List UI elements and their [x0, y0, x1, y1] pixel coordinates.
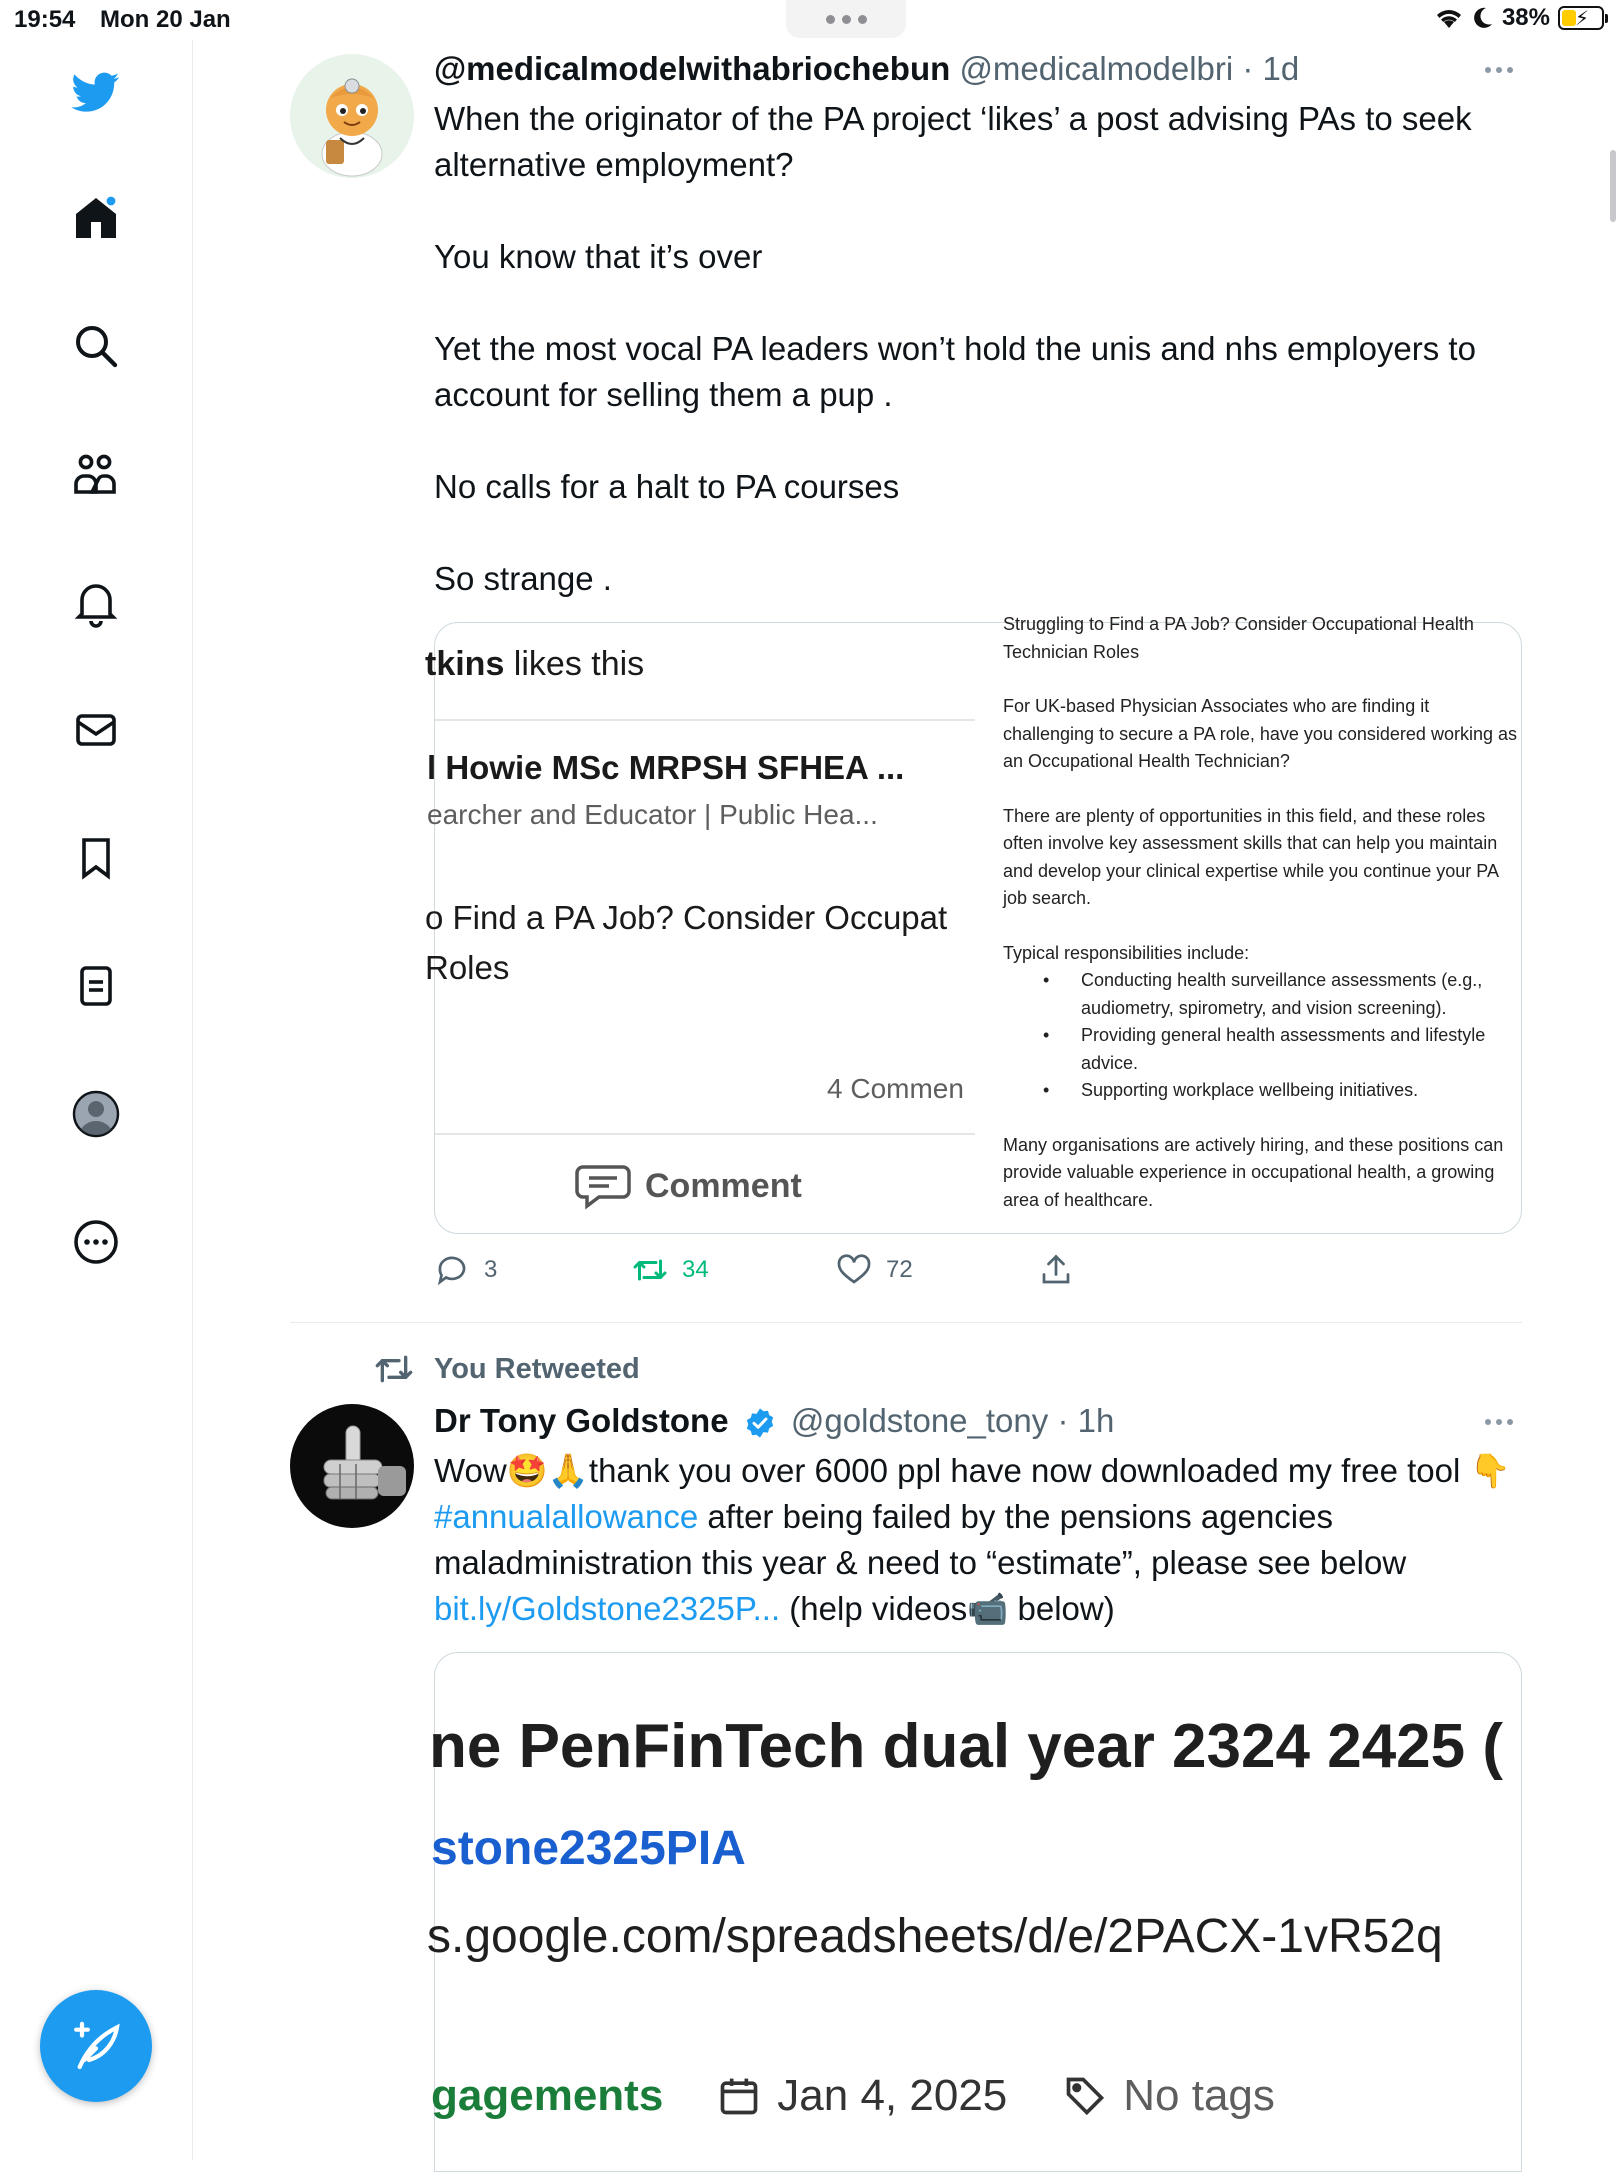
- tweet-time[interactable]: · 1d: [1242, 50, 1300, 87]
- tweet-text-part: Wow🤩🙏thank you over 6000 ppl have now downloaded my free tool 👇: [434, 1452, 1511, 1489]
- tweet1-actions: [434, 1252, 1114, 1292]
- author-handle[interactable]: @goldstone_tony: [790, 1402, 1049, 1439]
- author-name[interactable]: @medicalmodelwithabriochebun: [434, 50, 951, 87]
- heart-icon: [836, 1252, 872, 1288]
- messages-envelope-icon[interactable]: [70, 704, 122, 756]
- multitasking-dots-icon[interactable]: [786, 0, 906, 38]
- tweet-paragraph: You know that it’s over: [434, 238, 763, 275]
- tweet-text-part: (help videos📹 below): [780, 1590, 1115, 1627]
- battery-percent: 38%: [1501, 4, 1550, 31]
- image-url-text: s.google.com/spreadsheets/d/e/2PACX-1vR52q: [427, 1910, 1443, 1963]
- tweet-paragraph: Yet the most vocal PA leaders won’t hold the unis and nhs employers to account for selling them a pup .: [434, 330, 1476, 413]
- tweet1-header: [434, 50, 1299, 88]
- status-bar: [0, 0, 1620, 40]
- lists-icon[interactable]: [70, 960, 122, 1012]
- reply-icon: [434, 1252, 470, 1288]
- comment-bubble-icon: [575, 1163, 631, 1209]
- communities-icon[interactable]: [70, 448, 122, 500]
- tweet1-text: [434, 96, 1534, 602]
- profile-avatar-icon[interactable]: [70, 1088, 122, 1140]
- doc-paragraph: Many organisations are actively hiring, and these positions can provide valuable experience in occupational health, a growing area of healthcare.: [1003, 1134, 1504, 1210]
- linkedin-screenshot: [425, 623, 975, 1235]
- divider: [435, 1133, 975, 1135]
- doc-bullet: • Conducting health surveillance assessments (e.g., audiometry, spirometry, and vision screening).: [1043, 970, 1483, 1018]
- linkedin-author-subtitle: earcher and Educator | Public Hea...: [427, 799, 878, 830]
- more-options-icon[interactable]: [1485, 60, 1525, 80]
- retweet-button[interactable]: 34: [632, 1252, 709, 1288]
- retweet-icon: [632, 1252, 668, 1288]
- more-options-icon[interactable]: [1485, 1412, 1525, 1432]
- retweet-icon: [374, 1352, 414, 1386]
- status-time: 19:54: [14, 6, 76, 33]
- tags-label: No tags: [1063, 2071, 1275, 2121]
- divider: [435, 719, 975, 721]
- linkedin-comments-count: 4 Commen: [827, 1073, 964, 1104]
- bookmark-icon[interactable]: [70, 832, 122, 884]
- tag-icon: [1063, 2074, 1107, 2118]
- author-name[interactable]: Dr Tony Goldstone: [434, 1402, 729, 1439]
- battery-icon: ⚡: [1558, 6, 1604, 30]
- share-icon: [1038, 1252, 1074, 1288]
- doc-bullet: • Providing general health assessments and lifestyle advice.: [1043, 1025, 1486, 1073]
- tweet-paragraph: When the originator of the PA project ‘likes’ a post advising PAs to seek alternative employment?: [434, 100, 1472, 183]
- url-link[interactable]: bit.ly/Goldstone2325P...: [434, 1590, 781, 1627]
- tweet2-text: [434, 1448, 1534, 1632]
- linkedin-post-title: o Find a PA Job? Consider Occupat Roles: [425, 899, 948, 986]
- like-button[interactable]: 72: [836, 1252, 913, 1288]
- sidebar-nav: [0, 40, 193, 2160]
- twitter-logo-icon[interactable]: [70, 66, 122, 118]
- tweet-paragraph: No calls for a halt to PA courses: [434, 468, 900, 505]
- doc-paragraph: Typical responsibilities include:: [1003, 942, 1250, 963]
- document-screenshot: [1003, 614, 1523, 1235]
- status-indicators: [1434, 4, 1604, 32]
- share-button[interactable]: [1038, 1252, 1074, 1288]
- linkedin-comment-button: Comment: [575, 1163, 802, 1209]
- wifi-icon: [1434, 6, 1464, 30]
- notifications-bell-icon[interactable]: [70, 576, 122, 628]
- tweet2-image[interactable]: [427, 1652, 1522, 2172]
- status-date: Mon 20 Jan: [100, 6, 231, 33]
- image-link-text: stone2325PIA: [431, 1822, 746, 1875]
- search-icon[interactable]: [70, 320, 122, 372]
- compose-button[interactable]: [40, 1990, 152, 2102]
- tweet-separator: [290, 1322, 1522, 1323]
- tweet-time[interactable]: · 1h: [1057, 1402, 1115, 1439]
- avatar[interactable]: [290, 54, 414, 178]
- doc-bullet: • Supporting workplace wellbeing initiatives.: [1043, 1080, 1419, 1100]
- doc-paragraph: There are plenty of opportunities in this field, and these roles often involve key assessment skills that can help you maintain and develop your clinical expertise while you continue your PA job search.: [1003, 805, 1498, 908]
- doc-paragraph: Struggling to Find a PA Job? Consider Occupational Health Technician Roles: [1003, 614, 1474, 662]
- engagements-label: gagements: [431, 2071, 664, 2120]
- home-icon[interactable]: [70, 192, 122, 244]
- avatar[interactable]: [290, 1404, 414, 1528]
- scroll-indicator[interactable]: [1610, 150, 1616, 222]
- verified-badge-icon: [744, 1407, 776, 1439]
- more-circle-icon[interactable]: [70, 1216, 122, 1268]
- doc-bullet-list: [1003, 967, 1523, 1105]
- image-title: ne PenFinTech dual year 2324 2425 (: [429, 1712, 1504, 1781]
- liker-line: tkins likes this: [425, 645, 645, 683]
- retweet-context: You Retweeted: [374, 1352, 640, 1386]
- date-label: Jan 4, 2025: [717, 2071, 1007, 2121]
- hashtag-link[interactable]: #annualallowance: [434, 1498, 699, 1535]
- image-footer: [431, 2071, 1275, 2121]
- compose-feather-icon: [68, 2018, 124, 2074]
- tweet-paragraph: So strange .: [434, 560, 612, 597]
- reply-button[interactable]: 3: [434, 1252, 497, 1288]
- author-handle[interactable]: @medicalmodelbri: [959, 50, 1234, 87]
- calendar-icon: [717, 2074, 761, 2118]
- moon-icon: [1472, 6, 1494, 30]
- tweet2-header: [434, 1402, 1114, 1440]
- linkedin-author-name: l Howie MSc MRPSH SFHEA ...: [427, 749, 905, 786]
- tweet-text-part: after being failed by the pensions agencies maladministration this year & need to “estimate”, please see below: [434, 1498, 1407, 1581]
- tweet1-image[interactable]: [425, 614, 1522, 1234]
- doc-paragraph: For UK-based Physician Associates who are finding it challenging to secure a PA role, have you considered working as an Occupational Health Technician?: [1003, 696, 1517, 771]
